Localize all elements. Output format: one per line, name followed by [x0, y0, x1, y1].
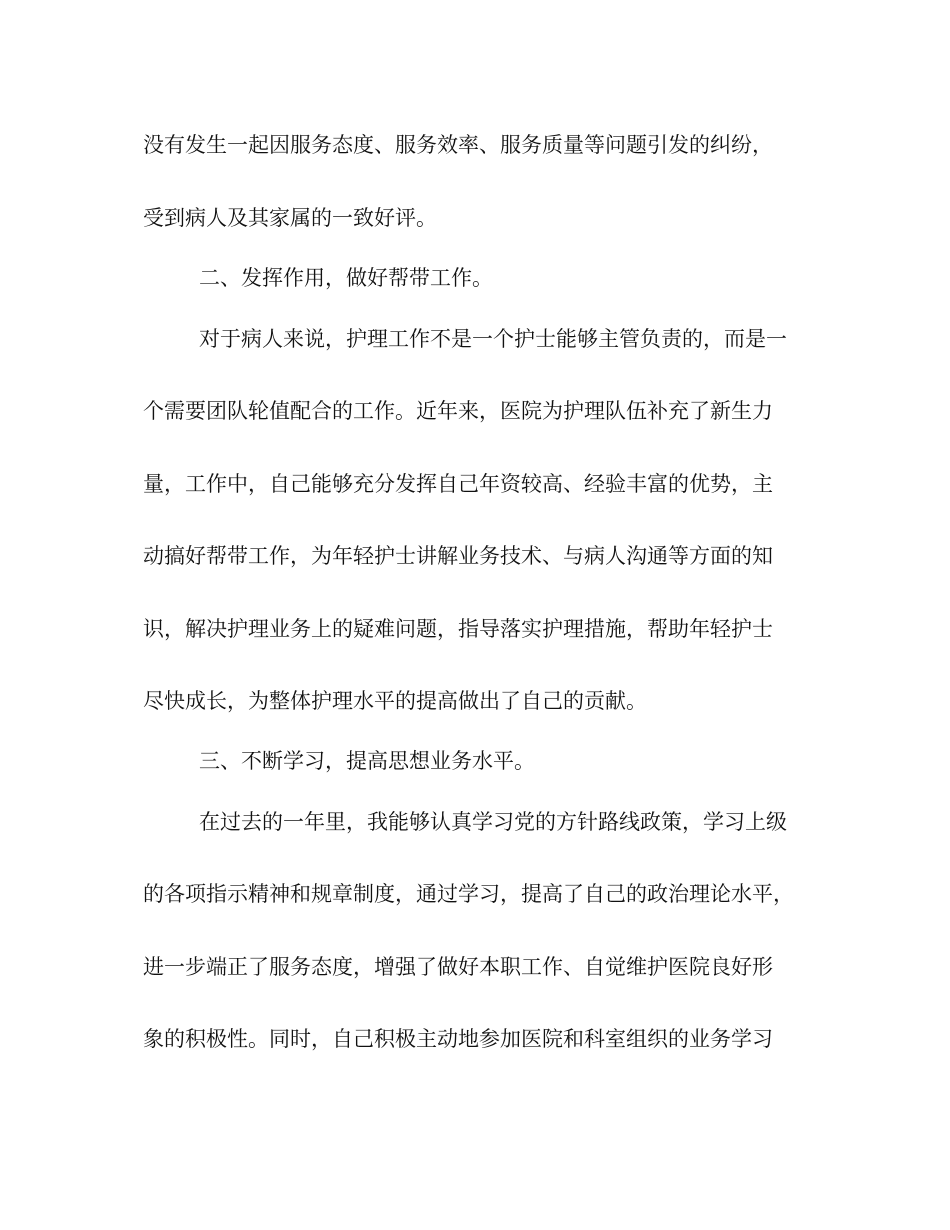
section-heading: 二、发挥作用，做好帮带工作。 [199, 266, 493, 290]
paragraph-line: 在过去的一年里，我能够认真学习党的方针路线政策，学习上级 [199, 810, 787, 834]
paragraph-line: 对于病人来说，护理工作不是一个护士能够主管负责的，而是一 [199, 327, 787, 351]
paragraph-line: 进一步端正了服务态度，增强了做好本职工作、自觉维护医院良好形 [143, 955, 773, 979]
paragraph-line: 象的积极性。同时，自己积极主动地参加医院和科室组织的业务学习 [143, 1027, 773, 1051]
paragraph-line: 识，解决护理业务上的疑难问题，指导落实护理措施，帮助年轻护士 [143, 617, 773, 641]
section-heading: 三、不断学习，提高思想业务水平。 [199, 749, 535, 773]
paragraph-line: 的各项指示精神和规章制度，通过学习，提高了自己的政治理论水平， [143, 882, 794, 906]
paragraph-line: 没有发生一起因服务态度、服务效率、服务质量等问题引发的纠纷， [143, 133, 773, 157]
paragraph-line: 个需要团队轮值配合的工作。近年来，医院为护理队伍补充了新生力 [143, 399, 773, 423]
paragraph-line: 尽快成长，为整体护理水平的提高做出了自己的贡献。 [143, 689, 647, 713]
paragraph-line: 动搞好帮带工作，为年轻护士讲解业务技术、与病人沟通等方面的知 [143, 544, 773, 568]
paragraph-line: 受到病人及其家属的一致好评。 [143, 206, 437, 230]
paragraph-line: 量，工作中，自己能够充分发挥自己年资较高、经验丰富的优势，主 [143, 472, 773, 496]
